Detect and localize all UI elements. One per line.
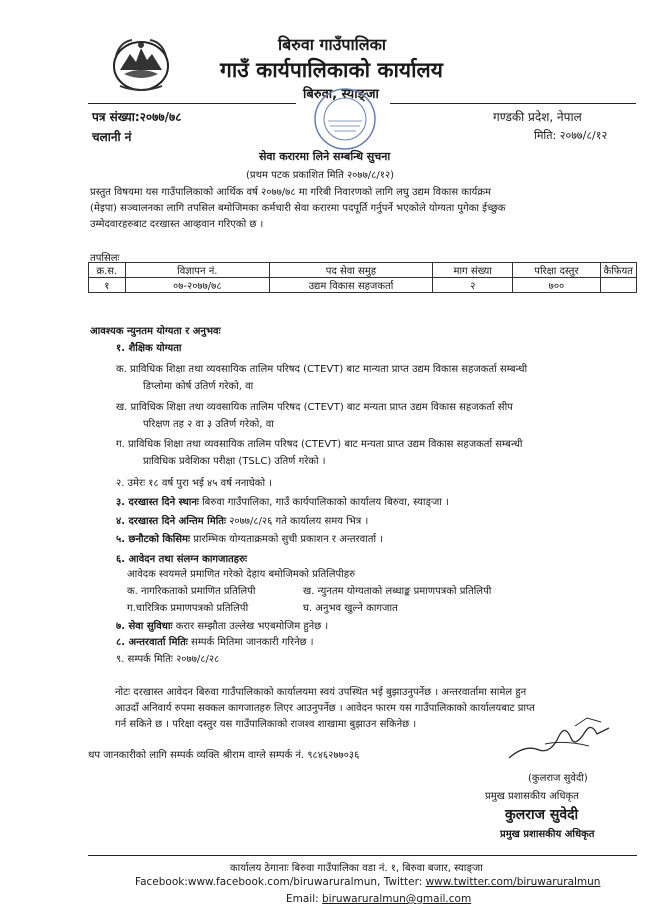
application-place-value: बिरुवा गाउँपालिका, गाउँ कार्यपालिकाको कार्यालय बिरुवा, स्याङ्जा । — [198, 497, 449, 508]
table-cell: १ — [89, 278, 126, 293]
selection-method — [116, 531, 383, 545]
qualification-item: डिप्लोमा कोर्ष उतिर्ण गरेको, वा — [143, 381, 254, 392]
org-name: बिरुवा गाउँपालिका — [278, 35, 387, 54]
table-header-cell: परिक्षा दस्तुर — [513, 263, 600, 278]
table-cell: २ — [433, 278, 513, 293]
office-title: गाउँ कार्यपालिकाको कार्यालय — [220, 58, 443, 82]
province: गण्डकी प्रदेश, नेपाल — [493, 110, 582, 124]
nepal-emblem-icon — [110, 36, 172, 92]
table-cell — [600, 278, 636, 293]
office-address: बिरुवा, स्याङ्जा — [303, 87, 379, 102]
letter-date: मिति: २०७७/८/१२ — [534, 129, 608, 142]
interview-date-value: सम्पर्क मितिमा जानकारी गरिनेछ । — [187, 637, 314, 648]
contact-date: ९. सम्पर्क मितिः २०७७/८/२८ — [116, 654, 220, 665]
notice-body-line: प्रस्तुत विषयमा यस गाउँपालिकाको आर्थिक वर्ष २०७७/७८ मा गरिबी निवारणको लागि लघु उद्यम विकास कार्यक्रम — [90, 187, 492, 198]
qualification-item: ग. प्राविधिक शिक्षा तथा व्यवसायिक तालिम परिषद (CTEVT) बाट मन्यता प्राप्त उद्यम विकास सहजकर्ता सम्बन्धी — [116, 439, 523, 450]
qualification-item: ख. प्राविधिक शिक्षा तथा व्यवसायिक तालिम परिषद (CTEVT) बाट मन्यता प्राप्त उद्यम विकास सहजकर्ता सीप — [116, 402, 513, 413]
document-item: ग.चारित्रिक प्रमाणपत्रको प्रतिलिपी — [127, 603, 249, 614]
footer-address: कार्यालय ठेगानाः बिरुवा गाउँपालिका वडा नं. १, बिरुवा बजार, स्याङ्जा — [230, 863, 483, 874]
note-line: गर्न सकिने छ । परिक्षा दस्तुर यस गाउँपालिकाको राजश्व शाखामा बुझाउन सकिनेछ । — [115, 719, 417, 730]
signatory-stamp-name: कुलराज सुवेदी — [505, 807, 579, 823]
footer-social — [135, 876, 600, 888]
signatory-handwritten-name: (कुलराज सुवेदी) — [528, 773, 588, 784]
notice-title: सेवा करारमा लिने सम्बन्धि सुचना — [259, 150, 391, 163]
document-item: घ. अनुभव खुल्ने कागजात — [303, 603, 398, 614]
header-divider — [88, 103, 296, 104]
notice-body-line: उम्मेदवारहरुबाट दरखास्त आव्हवान गरिएको छ । — [90, 219, 264, 230]
table-header-cell: क्र.स. — [89, 263, 126, 278]
table-cell: ०७-२०७७/७८ — [125, 278, 269, 293]
twitter-link[interactable]: www.twitter.com/biruwaruralmun — [425, 876, 601, 888]
footer-divider — [88, 855, 637, 856]
table-header-cell: माग संख्या — [433, 263, 513, 278]
office-stamp — [312, 86, 378, 152]
application-deadline-label: ४. दरखास्त दिने अन्तिम मितिः — [116, 516, 227, 527]
table-row — [89, 278, 637, 293]
qualification-item: प्राविधिक प्रवेशिका परीक्षा (TSLC) उतिर्ण गरेको । — [143, 456, 326, 467]
application-place — [116, 494, 449, 508]
table-header-cell: विज्ञापन नं. — [125, 263, 269, 278]
education-heading: १. शैक्षिक योग्यता — [116, 343, 182, 354]
qualification-item: क. प्राविधिक शिक्षा तथा व्यवसायिक तालिम परिषद (CTEVT) बाट मान्यता प्राप्त उद्यम विकास सहजकर्ता सम्बन्धी — [116, 364, 528, 375]
footer-email — [286, 893, 471, 905]
notice-subtitle: (प्रथम पटक प्रकाशित मिति २०७७/८/१२) — [246, 170, 395, 181]
contact-person: थप जानकारीको लागि सम्पर्क व्यक्ति श्रीराम वाग्ले सम्पर्क नं. ९८४६२७७०३६ — [88, 750, 360, 761]
signature — [505, 714, 615, 764]
table-cell: उद्यम विकास सहजकर्ता — [269, 278, 432, 293]
signatory-stamp-title: प्रमुख प्रशासकीय अधिकृत — [500, 829, 595, 840]
note-line: आउदाँ अनिवार्य रुपमा सक्कल कागजातहरु लिएर आउनुपर्नेछ । आवेदन फारम यस गाउँपालिकाको कार्यालयबाट प्राप्त — [115, 703, 535, 714]
interview-date-label: ८. अन्तरवार्ता मितिः — [116, 637, 188, 648]
interview-date — [116, 634, 314, 648]
twitter-label: , Twitter: — [377, 876, 426, 888]
tapsil-label: तपसिलः — [90, 253, 120, 264]
qualification-heading: आवश्यक न्युनतम योग्यता र अनुभवः — [90, 326, 221, 337]
documents-intro: आवेदक स्वयमले प्रमाणित गरेको देहाय बमोजिमको प्रतिलिपीहरु — [127, 569, 356, 580]
application-deadline — [116, 513, 368, 527]
table-header-row — [89, 263, 637, 278]
header-divider-right — [390, 103, 636, 104]
service-facility-value: करार सम्झौता उल्लेख भएबमोजिम हुनेछ । — [172, 621, 329, 632]
documents-heading: ६. आवेदन तथा संलग्न कागजातहरुः — [116, 554, 248, 565]
document-item: ख. न्युनतम योग्यताको लब्धाङ्क प्रमाणपत्रको प्रतिलिपी — [303, 586, 492, 597]
dispatch-number: चलानी नं — [92, 130, 132, 144]
qualification-item: परिक्षण तह २ वा ३ उतिर्ण गरेको, वा — [143, 419, 274, 430]
vacancy-table — [88, 262, 637, 293]
email-link[interactable]: biruwaruralmun@gmail.com — [322, 893, 472, 905]
age-requirement: २. उमेरः १८ वर्ष पुरा भई ४५ वर्ष ननाघेको । — [116, 478, 272, 489]
note-line: नोटः दरखास्त आवेदन बिरुवा गाउँपालिकाको कार्यालयमा स्वयं उपस्थित भई बुझाउनुपर्नेछ । अन्तरवार्तामा सामेल हुन — [115, 687, 527, 698]
facebook-label: Facebook: — [135, 876, 188, 888]
selection-method-label: ५. छनौटको किसिमः — [116, 534, 191, 545]
service-facility — [116, 618, 328, 632]
application-deadline-value: २०७७/८/२६ गते कार्यालय समय भित्र । — [226, 516, 369, 527]
notice-body-line: (मेइपा) सञ्चालनका लागि तपसिल बमोजिमका कर्मचारी सेवा करारमा पदपूर्ति गर्नुपर्ने भएकोले योग्यता पुगेका ईच्छुक — [90, 203, 506, 214]
email-label: Email: — [286, 893, 323, 905]
table-cell: ७०० — [513, 278, 600, 293]
service-facility-label: ७. सेवा सुविधाः — [116, 621, 173, 632]
letter-number: पत्र संख्या:२०७७/७८ — [92, 110, 182, 124]
table-header-cell: कैफियत — [600, 263, 636, 278]
facebook-link[interactable]: www.facebook.com/biruwaruralmun — [187, 876, 378, 888]
table-header-cell: पद सेवा समुह — [269, 263, 432, 278]
selection-method-value: प्रारम्भिक योग्यताक्रमको सुची प्रकाशन र अन्तरवार्ता । — [190, 534, 384, 545]
signatory-handwritten-title: प्रमुख प्रशासकीय अधिकृत — [485, 791, 579, 802]
document-item: क. नागरिकताको प्रमाणित प्रतिलिपी — [127, 586, 256, 597]
application-place-label: ३. दरखास्त दिने स्थानः — [116, 497, 199, 508]
